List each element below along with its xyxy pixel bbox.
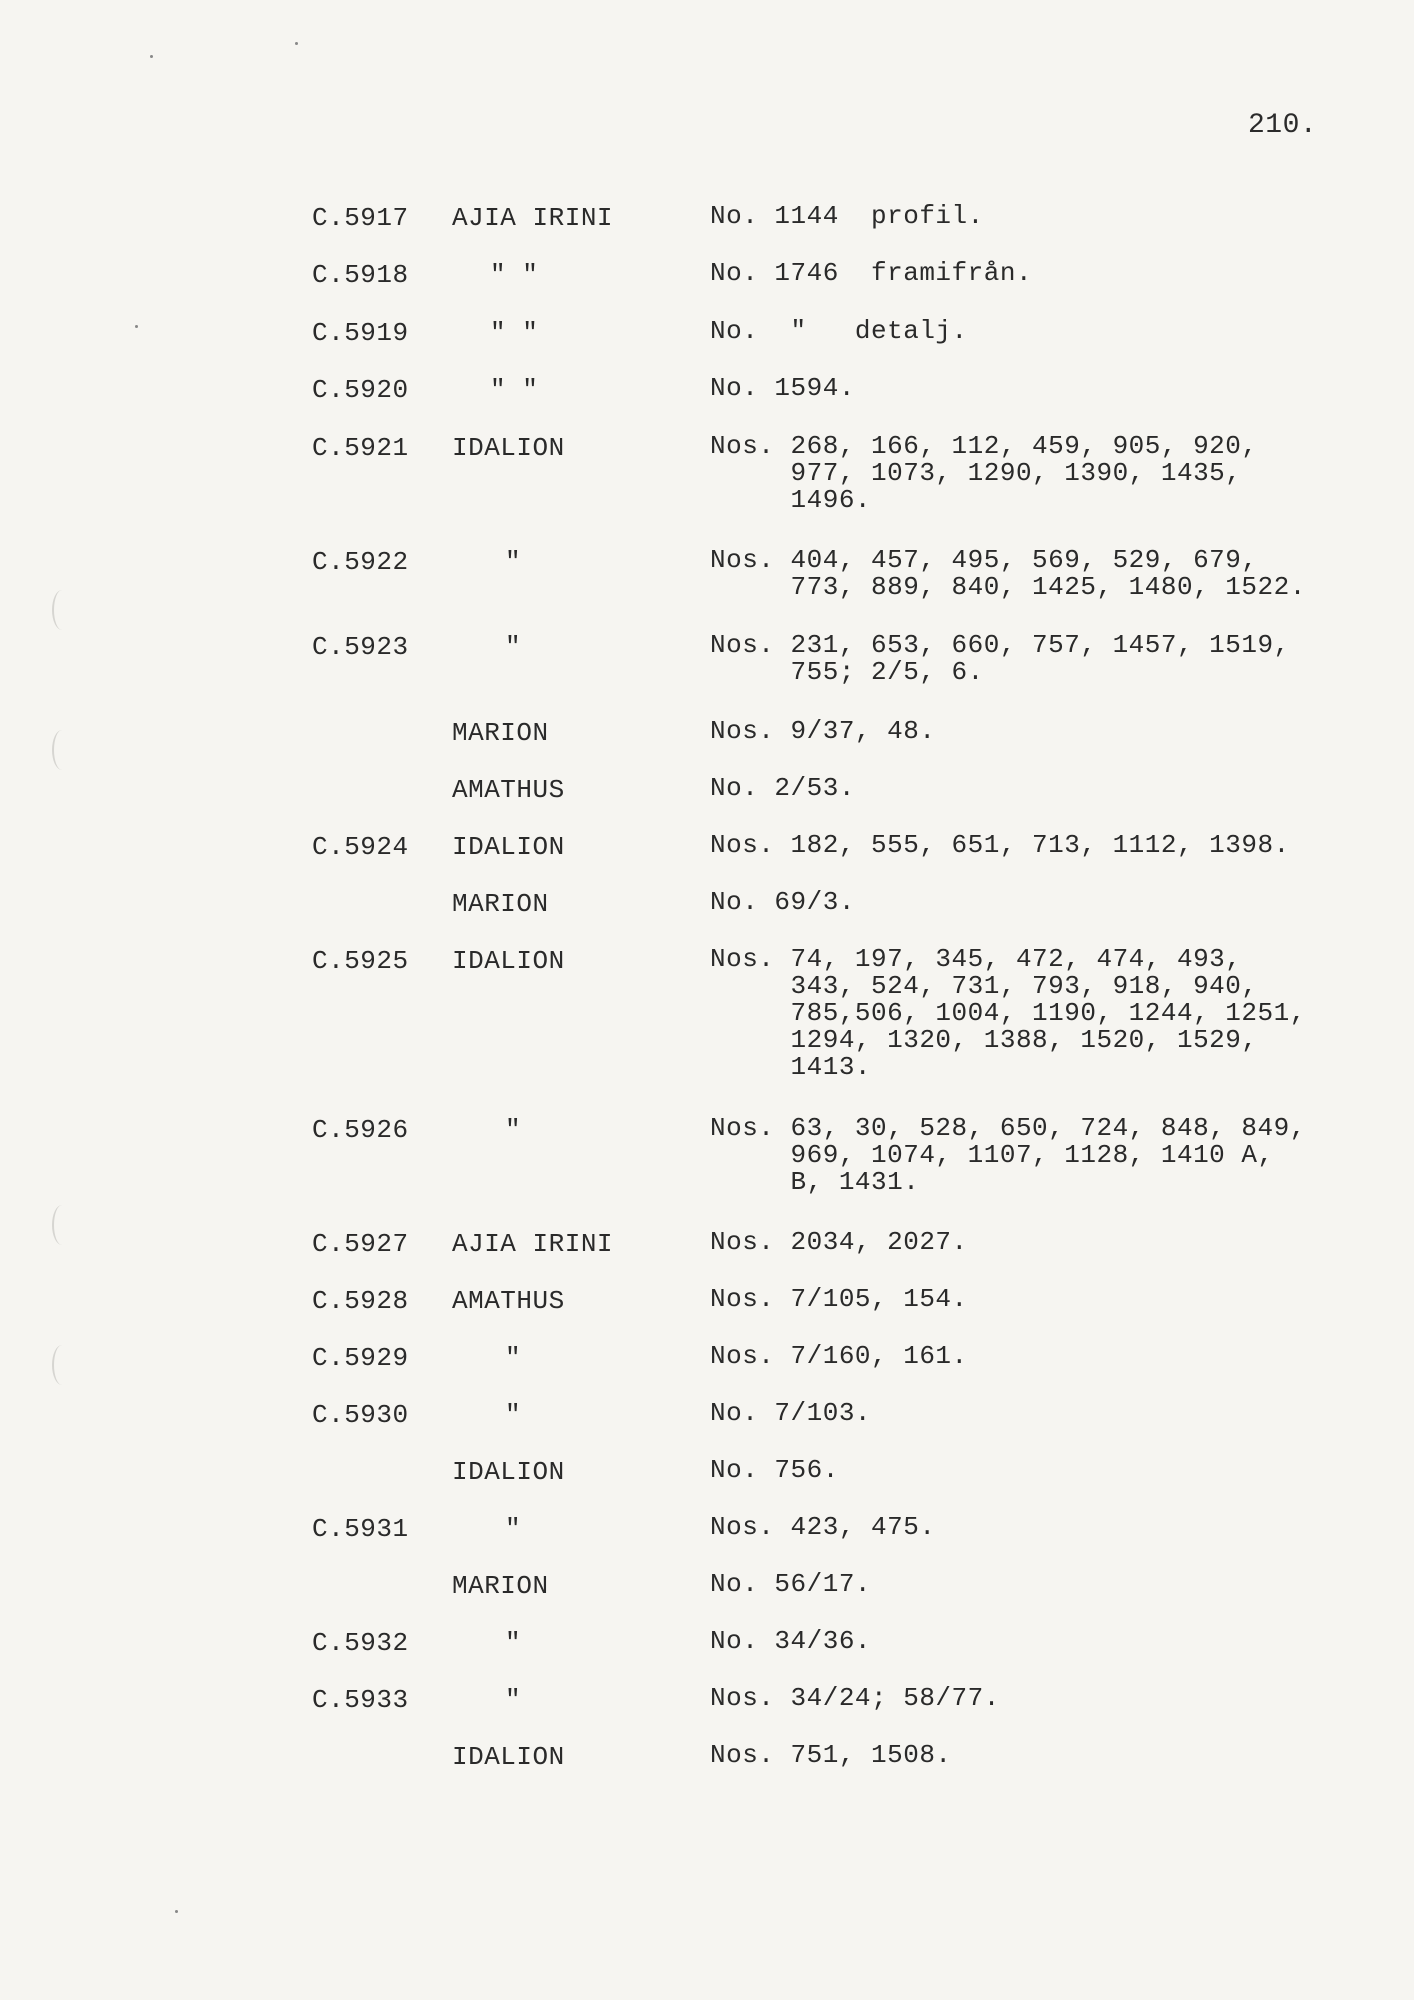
page-number: 210.	[1248, 110, 1318, 141]
entry-code: C.5925	[312, 946, 409, 976]
entry-numbers: No. 69/3.	[710, 887, 855, 917]
entry-code: C.5926	[312, 1115, 409, 1145]
entry-numbers: No. 34/36.	[710, 1626, 872, 1656]
entry-numbers: No. " detalj.	[710, 316, 968, 346]
entry-numbers: No. 1746 framifrån.	[710, 258, 1033, 288]
entry-site: "	[505, 1400, 522, 1430]
punch-hole-mark	[52, 1205, 72, 1245]
entry-site: "	[505, 1685, 522, 1715]
entry-site: IDALION	[452, 946, 565, 976]
punch-hole-mark	[52, 590, 72, 630]
entry-site: IDALION	[452, 832, 565, 862]
entry-site: MARION	[452, 718, 549, 748]
entry-numbers: Nos. 74, 197, 345, 472, 474, 493, 343, 524, 731, 793, 918, 940, 785,506, 1004, 1190, 1244, 1251, 1294, 1320, 1388, 1520, 1529, 1413.	[710, 944, 1306, 1082]
entry-numbers: No. 1144 profil.	[710, 201, 984, 231]
entry-numbers: Nos. 268, 166, 112, 459, 905, 920, 977, 1073, 1290, 1390, 1435, 1496.	[710, 431, 1258, 515]
entry-numbers: Nos. 182, 555, 651, 713, 1112, 1398.	[710, 830, 1290, 860]
entry-code: C.5920	[312, 375, 409, 405]
entry-numbers: Nos. 9/37, 48.	[710, 716, 936, 746]
entry-site: MARION	[452, 1571, 549, 1601]
entry-code: C.5921	[312, 433, 409, 463]
speck	[150, 55, 153, 58]
speck	[295, 42, 298, 45]
entry-site: AJIA IRINI	[452, 203, 614, 233]
entry-site: IDALION	[452, 433, 565, 463]
entry-code: C.5930	[312, 1400, 409, 1430]
entry-numbers: No. 7/103.	[710, 1398, 872, 1428]
entry-site: IDALION	[452, 1457, 565, 1487]
entry-code: C.5924	[312, 832, 409, 862]
entry-code: C.5931	[312, 1514, 409, 1544]
speck	[135, 325, 138, 328]
entry-site: IDALION	[452, 1742, 565, 1772]
entry-code: C.5928	[312, 1286, 409, 1316]
entry-site: "	[505, 632, 522, 662]
entry-numbers: No. 56/17.	[710, 1569, 872, 1599]
entry-numbers: Nos. 7/160, 161.	[710, 1341, 968, 1371]
entry-numbers: No. 756.	[710, 1455, 839, 1485]
entry-numbers: Nos. 231, 653, 660, 757, 1457, 1519, 755; 2/5, 6.	[710, 630, 1290, 687]
entry-code: C.5929	[312, 1343, 409, 1373]
entry-numbers: No. 1594.	[710, 373, 855, 403]
entry-numbers: Nos. 2034, 2027.	[710, 1227, 968, 1257]
entry-numbers: Nos. 63, 30, 528, 650, 724, 848, 849, 969, 1074, 1107, 1128, 1410 A, B, 1431.	[710, 1113, 1306, 1197]
punch-hole-mark	[52, 1345, 72, 1385]
entry-site: "	[505, 1343, 522, 1373]
entry-code: C.5919	[312, 318, 409, 348]
entry-site: AMATHUS	[452, 775, 565, 805]
entry-site: "	[505, 1514, 522, 1544]
entry-code: C.5933	[312, 1685, 409, 1715]
entry-code: C.5918	[312, 260, 409, 290]
entry-site: "	[505, 547, 522, 577]
speck	[175, 1910, 178, 1913]
entry-numbers: Nos. 7/105, 154.	[710, 1284, 968, 1314]
entry-numbers: Nos. 423, 475.	[710, 1512, 936, 1542]
punch-hole-mark	[52, 730, 72, 770]
entry-site: "	[505, 1628, 522, 1658]
entry-numbers: Nos. 34/24; 58/77.	[710, 1683, 1000, 1713]
entry-site: " "	[490, 318, 539, 348]
entry-site: AMATHUS	[452, 1286, 565, 1316]
entry-numbers: No. 2/53.	[710, 773, 855, 803]
entry-code: C.5917	[312, 203, 409, 233]
entry-site: " "	[490, 260, 539, 290]
entry-site: "	[505, 1115, 522, 1145]
entry-site: MARION	[452, 889, 549, 919]
entry-numbers: Nos. 751, 1508.	[710, 1740, 952, 1770]
entry-numbers: Nos. 404, 457, 495, 569, 529, 679, 773, 889, 840, 1425, 1480, 1522.	[710, 545, 1306, 602]
entry-code: C.5922	[312, 547, 409, 577]
entry-code: C.5927	[312, 1229, 409, 1259]
entry-code: C.5932	[312, 1628, 409, 1658]
entry-code: C.5923	[312, 632, 409, 662]
entry-site: " "	[490, 375, 539, 405]
entry-site: AJIA IRINI	[452, 1229, 614, 1259]
